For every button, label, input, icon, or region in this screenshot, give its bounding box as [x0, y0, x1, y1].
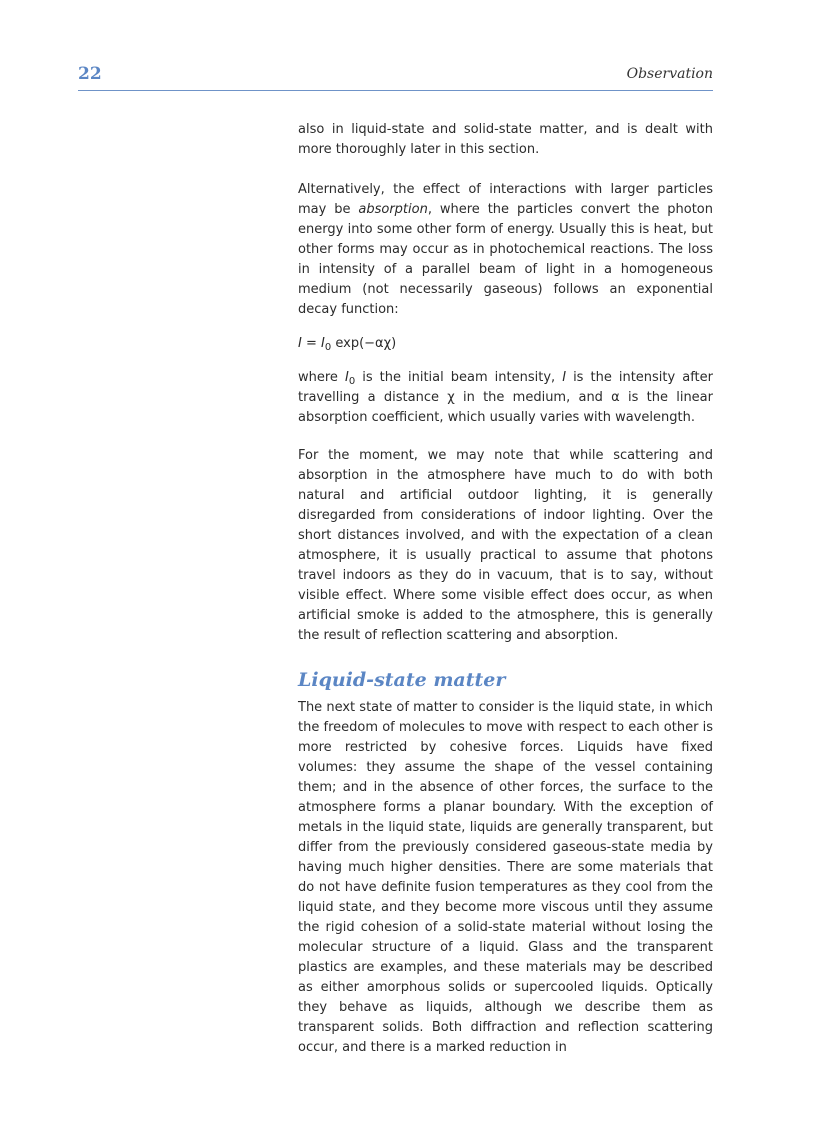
paragraph-absorption [298, 180, 713, 320]
text-run: is the initial beam intensity, [355, 370, 563, 385]
running-head: Observation [626, 66, 713, 82]
page-number: 22 [78, 64, 102, 84]
var-i0: I [344, 370, 349, 385]
formula-i0: I [321, 336, 325, 351]
body-text [298, 120, 713, 1058]
formula-lhs: I [298, 336, 302, 351]
paragraph-continued: also in liquid-state and solid-state matter, and is dealt with more thoroughly later in this section. [298, 122, 713, 157]
formula-rhs: exp(−αχ) [331, 336, 397, 351]
text-run: where [298, 370, 345, 385]
var-i0-subscript: 0 [348, 376, 356, 387]
text-run: Alternatively, the effect of interactions with larger particles may be [298, 182, 713, 217]
var-i: I [562, 370, 567, 385]
section-heading: Liquid-state matter [298, 669, 506, 691]
paragraph-liquid-state: The next state of matter to consider is the liquid state, in which the freedom of molecules to move with respect to each other is more restricted by cohesive forces. Liquids have fixed volumes: they assume the shape of the vessel containing them; and in the absence of other forces, the surface to the atmosphere forms a planar boundary. With the exception of metals in the liquid state, liquids are generally transparent, but differ from the previously considered gaseous-state media by having much higher densities. There are some materials that do not have definite fusion temperatures as they cool from the liquid state, and they become more viscous until they assume the rigid cohesion of a solid-state material without losing the molecular structure of a liquid. Glass and the transparent plastics are examples, and these materials may be described as either amorphous solids or supercooled liquids. Optically they behave as liquids, although we describe them as transparent solids. Both diffraction and reflection scattering occur, and there is a marked reduction in [298, 700, 713, 1055]
formula-exponential-decay [298, 334, 713, 354]
page-header [78, 64, 713, 91]
text-run: , where the particles convert the photon energy into some other form of energy. Usually this is heat, but other forms may occur as in photochemical reactions. The loss in intensity of a parallel beam of light in a homogeneous medium (not necessarily gaseous) follows an exponential decay function: [298, 202, 713, 317]
paragraph-atmosphere: For the moment, we may note that while scattering and absorption in the atmosphere have much to do with both natural and artificial outdoor lighting, it is generally disregarded from considerations of indoor lighting. Over the short distances involved, and with the expectation of a clean atmosphere, it is usually practical to assume that photons travel indoors as they do in vacuum, that is to say, without visible effect. Where some visible effect does occur, as when artificial smoke is added to the atmosphere, this is generally the result of reflection scattering and absorption. [298, 448, 713, 643]
formula-i0-subscript: 0 [324, 342, 332, 353]
formula-equals: = [301, 336, 322, 351]
text-run: is the intensity after travelling a distance χ in the medium, and α is the linear absorption coefficient, which usually varies with wavelength. [298, 370, 713, 425]
paragraph-where [298, 368, 713, 428]
emphasis-absorption: absorption [358, 202, 428, 217]
